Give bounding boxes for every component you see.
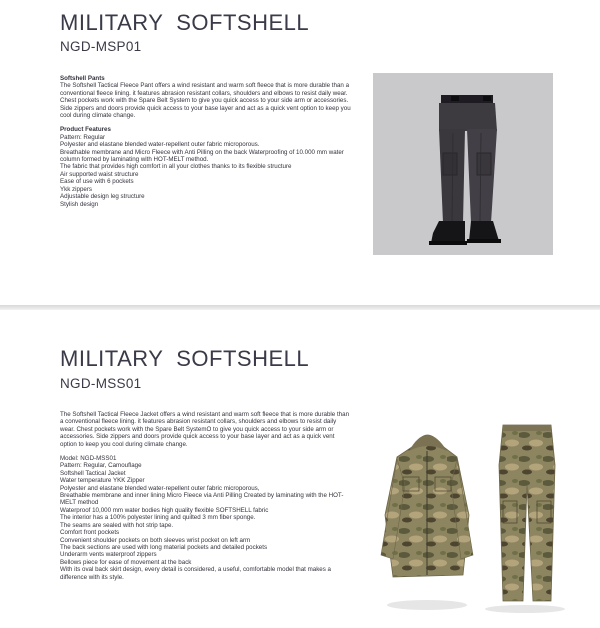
page-title: MILITARY SOFTSHELL <box>60 10 310 35</box>
product-code: NGD-MSS01 <box>60 376 142 391</box>
camo-suit-photo-icon <box>375 405 580 617</box>
feature-item: Polyester and elastane blended water-repellent outer fabric microporous. <box>60 141 260 149</box>
feature-item: Ease of use with 6 pockets <box>60 178 134 186</box>
intro-heading: Softshell Pants <box>60 75 105 82</box>
feature-item: With its oval back skirt design, every detail is considered, a useful, comfortable model that makes a difference with its style. <box>60 566 331 581</box>
description-block <box>60 411 352 581</box>
features-heading: Product Features <box>60 126 111 134</box>
feature-item: Adjustable design leg structure <box>60 193 145 201</box>
product-photo-camo-set <box>375 405 580 617</box>
feature-item: Air supported waist structure <box>60 170 139 178</box>
feature-item: Underarm vents waterproof zippers <box>60 551 157 559</box>
feature-item: The seams are sealed with hot strip tape. <box>60 521 174 529</box>
feature-item: Pattern: Regular, Camouflage <box>60 462 142 470</box>
product-code: NGD-MSP01 <box>60 39 142 54</box>
feature-item: Bellows piece for ease of movement at the back <box>60 558 192 566</box>
feature-item: Convenient shoulder pockets on both sleeves wrist pocket on left arm <box>60 536 251 544</box>
feature-item: Water temperature YKK Zipper <box>60 477 145 485</box>
features-list <box>60 134 360 208</box>
features-list <box>60 455 352 581</box>
intro-text: The Softshell Tactical Fleece Jacket offers a wind resistant and warm soft fleece that is more durable than a conventional fleece lining. it features abrasion resistant collars, shoulders and elbows to resist daily wear. Chest pockets work with the Spare Belt SystemO to give you quick access to your side arm or accessories. Side zippers and doors provide quick access to your base layer and act as a quick vent option to keep you cool during climate change. <box>60 411 350 448</box>
feature-item: Polyester and elastane blended water-repellent outer fabric microporous, <box>60 484 260 492</box>
pants-photo-icon <box>373 73 553 255</box>
feature-item: Model: NGD-MSS01 <box>60 455 117 463</box>
feature-item: Waterproof 10,000 mm water bodies high quality flexible SOFTSHELL fabric <box>60 506 269 514</box>
feature-item: Comfort front pockets <box>60 529 120 537</box>
feature-item: Softshell Tactical Jacket <box>60 469 126 477</box>
catalog-page-jacket <box>0 310 600 628</box>
feature-item: Breathable membrane and inner lining Micro Fleece via Anti Pilling Created by laminating with the HOT-MELT method <box>60 492 344 507</box>
feature-item: The back sections are used with long material pockets and detailed pockets <box>60 543 268 551</box>
feature-item: The interior has a 100% polyester lining and quilted 3 mm fiber sponge. <box>60 514 256 522</box>
description-block <box>60 75 360 208</box>
feature-item: Pattern: Regular <box>60 133 106 141</box>
product-photo-pants <box>373 73 553 255</box>
feature-item: Stylish design <box>60 200 99 208</box>
feature-item: Breathable membrane and Micro Fleece with Anti Pilling on the back Waterproofing of 10.000 mm water column formed by laminating with HOT-MELT method. <box>60 148 344 164</box>
page-title: MILITARY SOFTSHELL <box>60 346 310 371</box>
feature-item: Ykk zippers <box>60 185 92 193</box>
intro-text: The Softshell Tactical Fleece Pant offers a wind resistant and warm soft fleece that is more durable than a conventional fleece lining. it features abrasion resistant collars, shoulders and elbows to resist daily wear. Chest pockets work with the Spare Belt System to give you quick access to your side arm or accessories. Side zippers and doors provide quick access to your base layer and act as a quick vent option to keep you cool during climate change. <box>60 82 351 120</box>
catalog-page-pants <box>0 0 600 305</box>
feature-item: The fabric that provides high comfort in all your clothes thanks to its flexible structure <box>60 163 292 171</box>
